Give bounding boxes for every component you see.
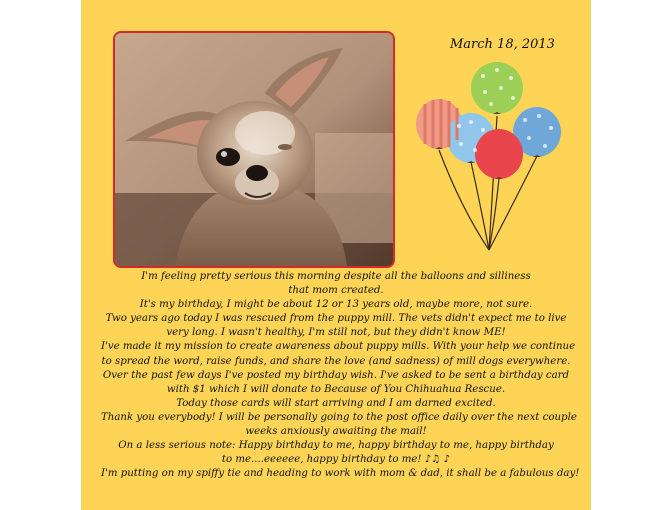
dog-photo: [113, 31, 395, 268]
birthday-message: [101, 270, 580, 481]
message-line: with $1 which I will donate to Because of You Chihuahua Rescue.: [166, 383, 506, 395]
message-line: It's my birthday, I might be about 12 or 13 years old, maybe more, not sure.: [139, 299, 533, 311]
message-line: I've made it my mission to create awareness about puppy mills. With your help we continue: [101, 341, 576, 353]
message-line: to spread the word, raise funds, and share the love (and sadness) of mill dogs everywhere.: [101, 355, 571, 367]
date-label: March 18, 2013: [450, 37, 555, 52]
message-line: I'm putting on my spiffy tie and heading to work with mom & dad, it shall be a fabulous day!: [101, 468, 580, 480]
message-line: Over the past few days I've posted my birthday wish. I've asked to be sent a birthday card: [102, 369, 570, 381]
message-line: very long. I wasn't healthy, I'm still not, but they didn't know ME!: [166, 327, 506, 339]
message-line: I'm feeling pretty serious this morning despite all the balloons and silliness: [141, 271, 531, 282]
balloons-illustration: [411, 58, 571, 268]
message-line: to me....eeeeee, happy birthday to me! ♪♫ ♪: [221, 454, 451, 466]
balloon-bundle: [416, 62, 561, 179]
message-line: weeks anxiously awaiting the mail!: [245, 426, 427, 438]
chihuahua-illustration: [115, 33, 393, 266]
birthday-card: [81, 0, 591, 510]
message-line: On a less serious note: Happy birthday to me, happy birthday to me, happy birthday: [118, 440, 554, 452]
message-line: Today those cards will start arriving and I am darned excited.: [176, 397, 496, 409]
message-line: that mom created.: [288, 285, 384, 297]
balloon-red: [475, 129, 523, 179]
message-line: Thank you everybody! I will be personally going to the post office daily over the next couple: [101, 411, 577, 423]
message-line: Two years ago today I was rescued from the puppy mill. The vets didn't expect me to live: [105, 313, 567, 325]
